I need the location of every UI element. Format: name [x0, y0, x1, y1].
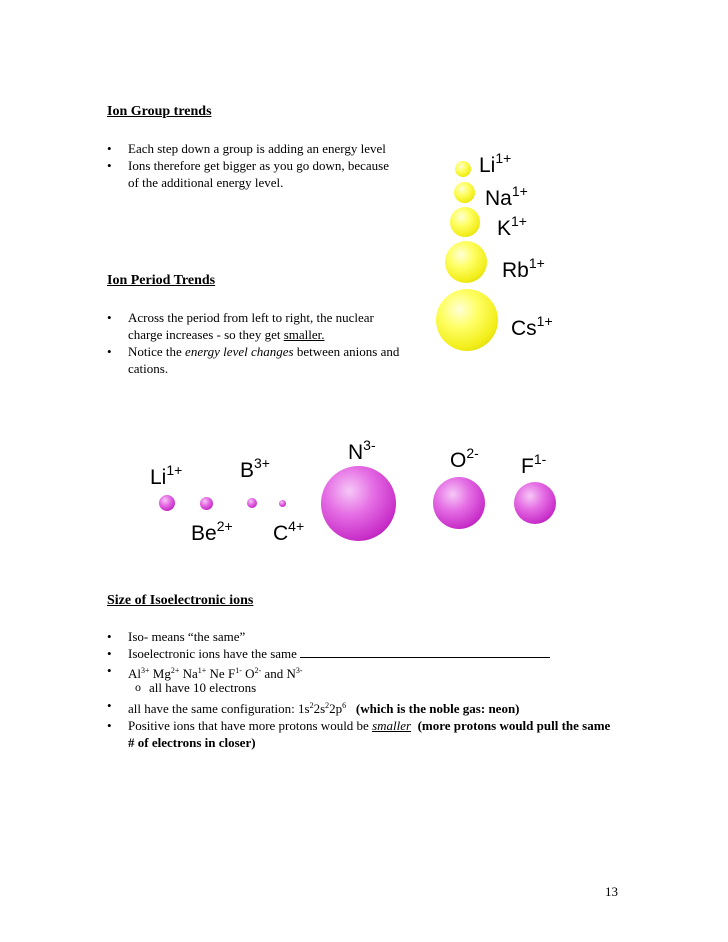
page-number: 13 — [605, 884, 618, 899]
ion-mg: $Mg^{2+}$ — [152, 666, 180, 681]
section-heading-group-trends: Ion Group trends — [107, 104, 212, 119]
ion-label-b: $B^{3+}$ — [240, 455, 270, 482]
ion-sphere-f — [514, 482, 556, 524]
ion-ne: Ne — [209, 666, 225, 681]
section-heading-period-trends: Ion Period Trends — [107, 273, 216, 288]
ion-sphere-n — [321, 466, 396, 541]
ion-sphere-rb — [445, 241, 487, 283]
ion-sphere-c — [279, 500, 286, 507]
ion-o: $O^{2-}$ — [245, 666, 262, 681]
ion-label-be: $Be^{2+}$ — [191, 518, 233, 545]
isoelectronic-list — [107, 628, 617, 682]
ion-n: and $N^{3-}$ — [264, 666, 303, 681]
sub-list-item: o all have 10 electrons — [107, 679, 617, 696]
ion-sphere-k — [450, 207, 480, 237]
ion-sphere-cs — [436, 289, 498, 351]
ion-label-na: $Na^{1+}$ — [485, 183, 528, 210]
ion-sphere-b — [247, 498, 257, 508]
ion-label-n: $N^{3-}$ — [348, 437, 376, 464]
isoelectronic-list-cont — [107, 697, 617, 751]
list-item: • Each step down a group is adding an energy level — [107, 140, 397, 157]
ion-label-rb: $Rb^{1+}$ — [502, 255, 545, 282]
list-item: • Ions therefore get bigger as you go down, because of the additional energy level. — [107, 157, 397, 191]
ion-sphere-li — [455, 161, 471, 177]
ion-label-o: $O^{2-}$ — [450, 445, 479, 472]
list-item: • Notice the energy level changes between anions and cations. — [107, 343, 407, 377]
ion-f: $F^{1-}$ — [227, 666, 242, 681]
ion-na: $Na^{1+}$ — [182, 666, 207, 681]
list-item: • Positive ions that have more protons would be smaller (more protons would pull the same # of electrons in closer) — [107, 717, 617, 751]
list-item: • Iso- means “the same” — [107, 628, 617, 645]
section-heading-isoelectronic: Size of Isoelectronic ions — [107, 593, 254, 608]
ion-label-li: $Li^{1+}$ — [479, 150, 512, 177]
list-item: • Across the period from left to right, the nuclear charge increases - so they get smaller. — [107, 309, 407, 343]
ion-label-cs: $Cs^{1+}$ — [511, 313, 553, 340]
fill-in-blank[interactable] — [300, 646, 550, 658]
group-trends-list — [107, 140, 397, 191]
sub-bullet-container — [107, 679, 617, 696]
electron-config: $1s^22s^22p^6$ — [298, 701, 347, 716]
period-trends-list — [107, 309, 407, 377]
ion-label-f: $F^{1-}$ — [521, 451, 547, 478]
list-item: • Isoelectronic ions have the same — [107, 645, 617, 662]
ion-sphere-li — [159, 495, 175, 511]
ion-sphere-o — [433, 477, 485, 529]
ion-label-c: $C^{4+}$ — [273, 518, 305, 545]
ion-label-k: $K^{1+}$ — [497, 213, 527, 240]
list-item: • all have the same configuration: $1s^22s^22p^6$ (which is the noble gas: neon) — [107, 697, 617, 717]
ion-al: $Al^{3+}$ — [128, 666, 150, 681]
ion-label-li: $Li^{1+}$ — [150, 462, 183, 489]
ion-sphere-be — [200, 497, 213, 510]
ion-sphere-na — [454, 182, 475, 203]
